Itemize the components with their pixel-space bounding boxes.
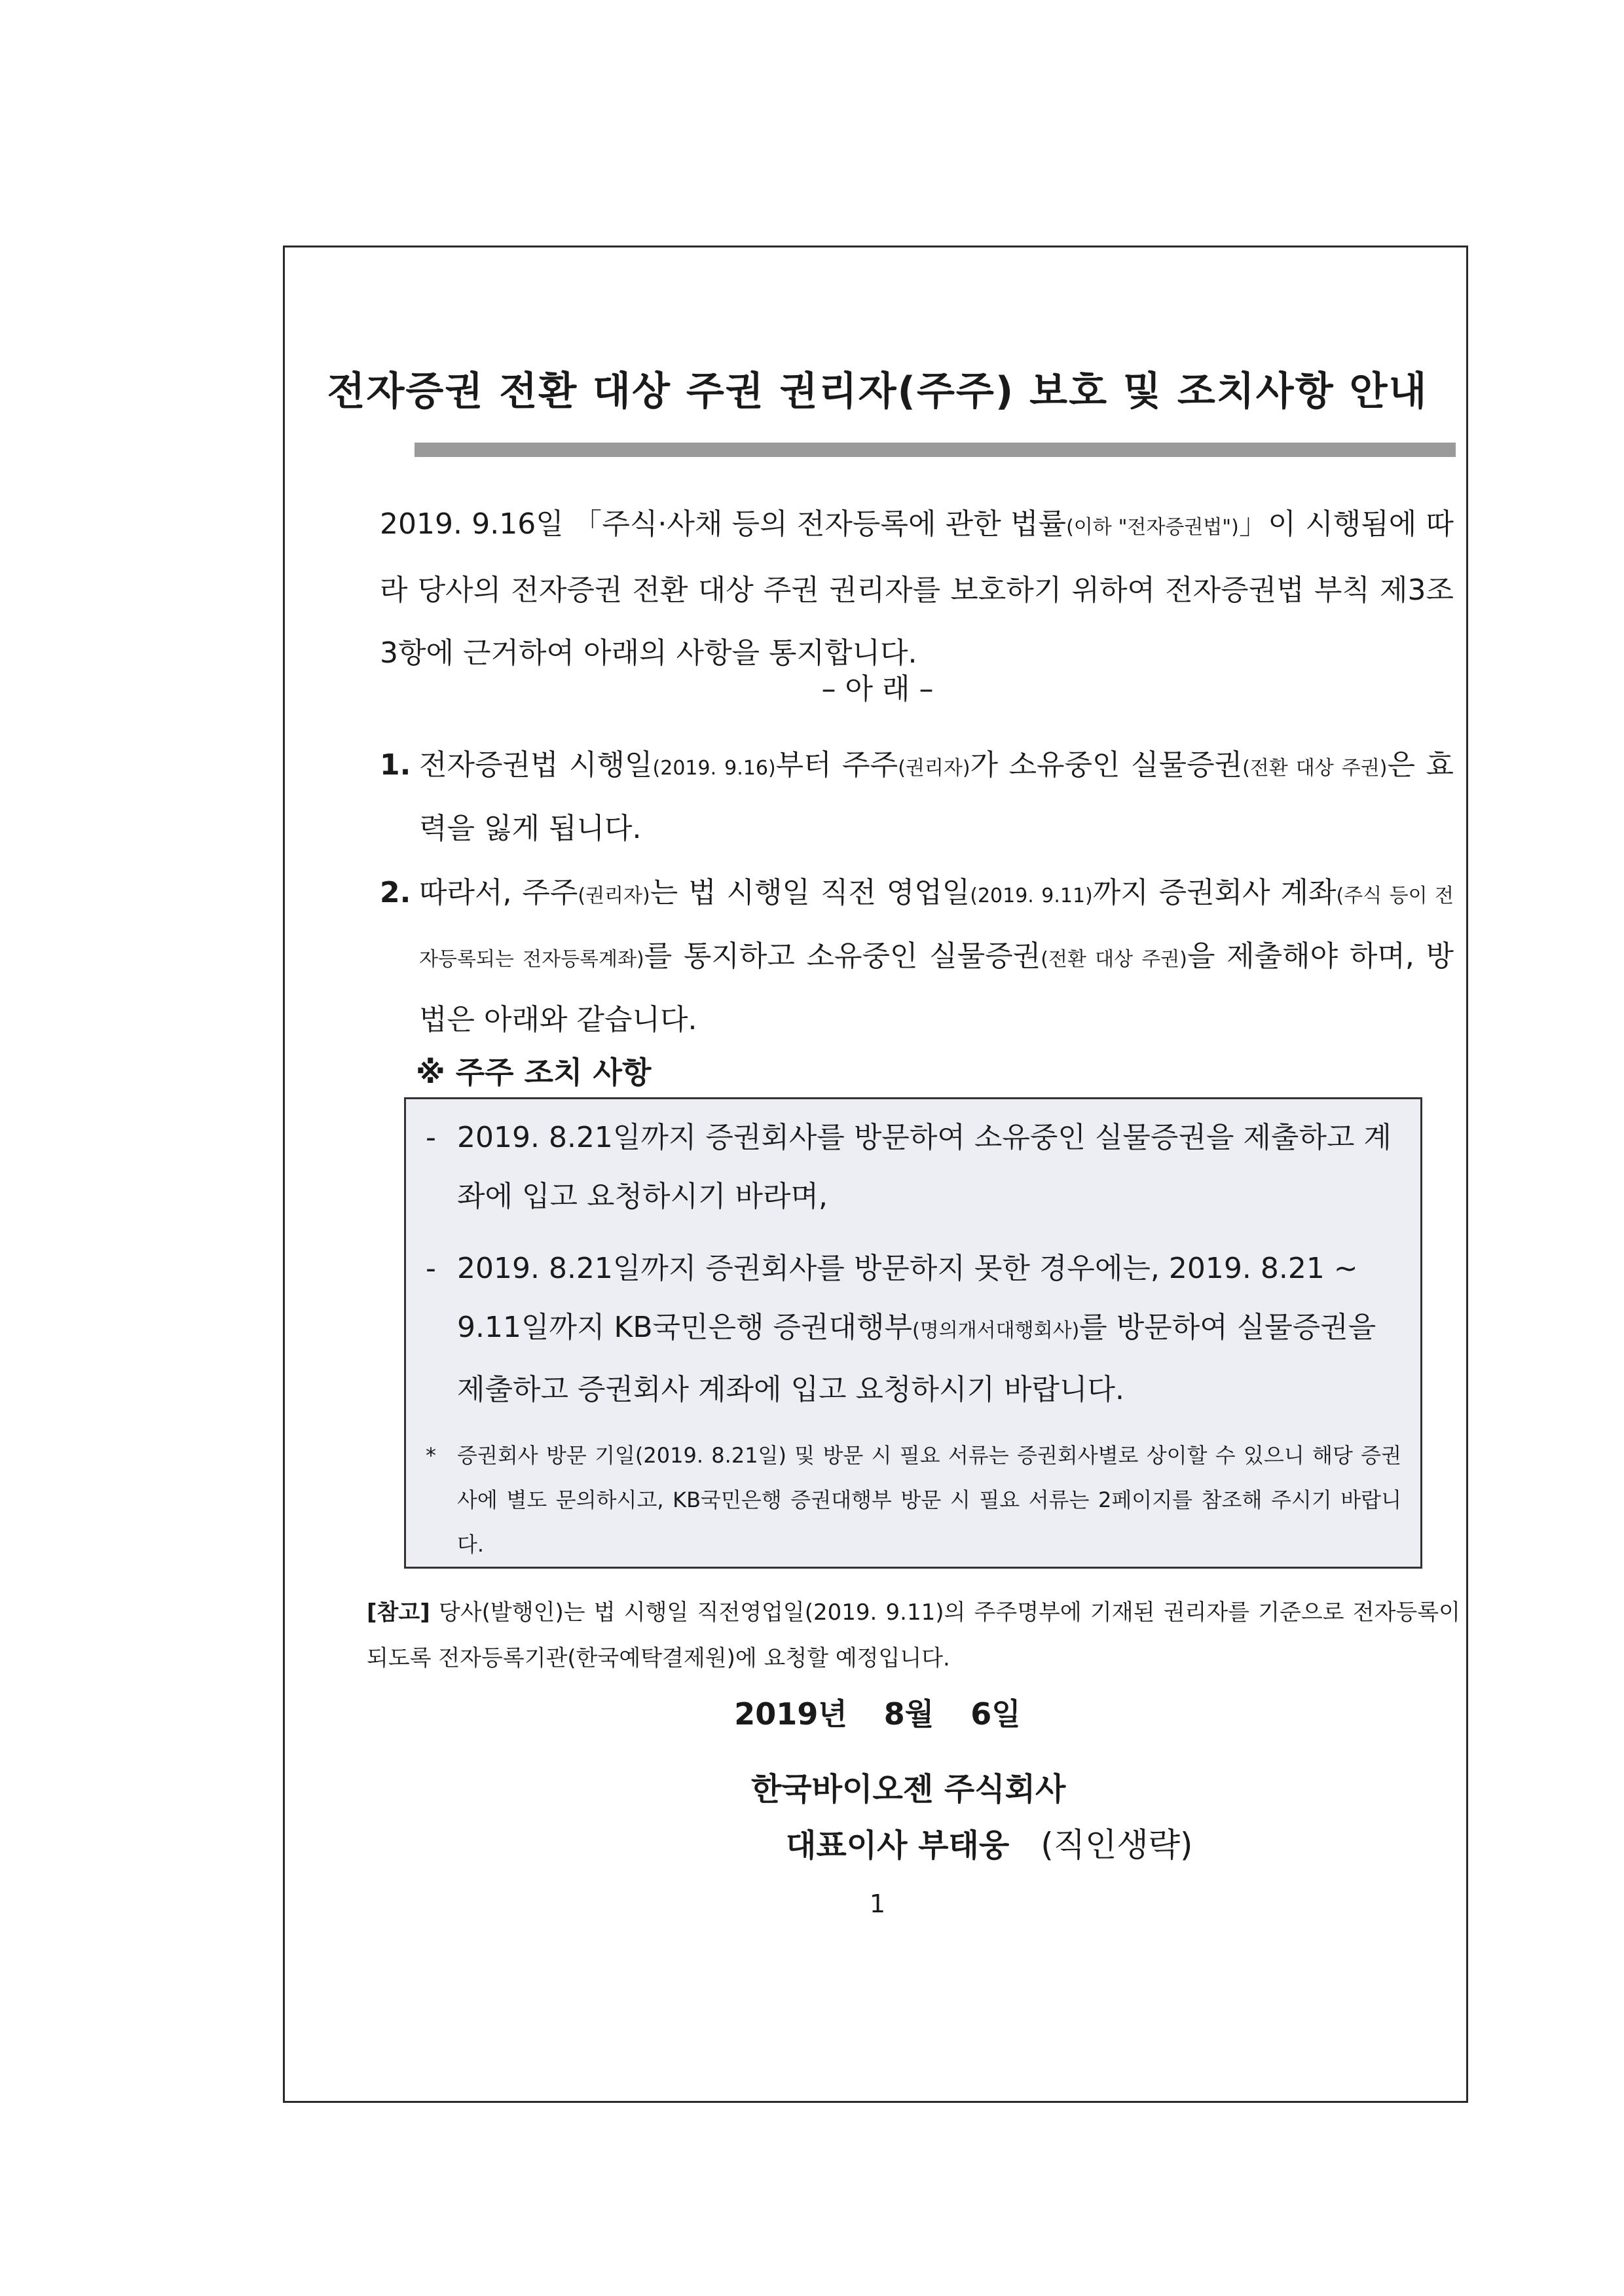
item2-text-d-small: (전환 대상 주권) — [1041, 948, 1187, 971]
item2-text-a: 따라서, 주주 — [419, 876, 578, 909]
shareholder-actions-box — [404, 1097, 1422, 1569]
list-item-body — [419, 735, 1454, 859]
seal-omitted-note: (직인생략) — [1041, 1826, 1193, 1864]
box-item2-text-b: 를 방문하여 실물증권을 제출하고 증권회사 계좌에 입고 요청하시기 바랍니다. — [457, 1311, 1376, 1406]
section-divider-label: – 아 래 – — [821, 672, 934, 706]
list-item-body — [419, 863, 1454, 1050]
reference-text: 당사(발행인)는 법 시행일 직전영업일(2019. 9.11)의 주주명부에 기재된 권리자를 기준으로 전자등록이 되도록 전자등록기관(한국예탁결제원)에 요청할 예정입니다. — [367, 1599, 1460, 1671]
document-frame — [283, 246, 1468, 2103]
item2-text-c-small: (주식 등이 전자등록되는 전자등록계좌) — [419, 884, 1454, 971]
list-item-number: 1. — [380, 748, 411, 782]
shareholder-actions-heading: ※ 주주 조치 사항 — [416, 1055, 652, 1090]
dash-bullet: - — [426, 1121, 436, 1154]
document-title: 전자증권 전환 대상 주권 권리자(주주) 보호 및 조치사항 안내 — [327, 369, 1428, 414]
item1-text-b: 부터 주주 — [775, 748, 898, 782]
item1-text-c: 가 소유중인 실물증권 — [970, 748, 1243, 782]
company-name: 한국바이오젠 주식회사 — [751, 1771, 1066, 1808]
box-list-item-2 — [426, 1239, 1395, 1419]
item2-text-a-small: (권리자) — [578, 884, 650, 907]
dash-bullet: - — [426, 1252, 436, 1285]
item1-text-c-small: (전환 대상 주권) — [1242, 757, 1388, 780]
title-underline-bar — [415, 443, 1456, 457]
box-item2-text-a: 2019. 8.21일까지 증권회사를 방문하지 못한 경우에는, 2019. 8.21 ~ 9.11일까지 KB국민은행 증권대행부 — [457, 1252, 1358, 1344]
item1-text-a: 전자증권법 시행일 — [419, 748, 653, 782]
item1-text-d: 은 효력을 잃게 됩니다. — [419, 748, 1454, 845]
box-footnote-text: 증권회사 방문 기일(2019. 8.21일) 및 방문 시 필요 서류는 증권회사별로 상이할 수 있으니 해당 증권사에 별도 문의하시고, KB국민은행 증권대행부 방문 시 필요 서류는 2페이지를 참조해 주시기 바랍니다. — [457, 1443, 1401, 1557]
intro-text-3: 」이 시행됨에 따라 당사의 전자증권 전환 대상 주권 권리자를 보호하기 위하여 전자증권법 부칙 제3조 3항에 근거하여 아래의 사항을 통지합니다. — [380, 507, 1454, 670]
issue-date: 2019년 8월 6일 — [734, 1696, 1021, 1732]
asterisk-bullet: * — [426, 1443, 436, 1468]
item2-text-b: 는 법 시행일 직전 영업일 — [650, 876, 970, 909]
ceo-name: 대표이사 부태웅 — [786, 1827, 1010, 1864]
reference-label: [참고] — [367, 1599, 430, 1626]
box-footnote — [426, 1433, 1401, 1567]
intro-text-2: (이하 "전자증권법") — [1066, 516, 1239, 539]
list-item-1 — [380, 735, 1454, 859]
intro-text-1: 2019. 9.16일 「주식·사채 등의 전자등록에 관한 법률 — [380, 507, 1067, 541]
box-item2-text-a-small: (명의개서대행회사) — [912, 1319, 1080, 1342]
reference-note — [367, 1590, 1460, 1681]
page-number: 1 — [869, 1889, 886, 1918]
item1-text-b-small: (권리자) — [898, 757, 970, 780]
intro-paragraph — [380, 493, 1454, 685]
item2-text-d: 를 통지하고 소유중인 실물증권 — [644, 939, 1041, 973]
box-item-text — [457, 1239, 1395, 1419]
item2-text-b-small: (2019. 9.11) — [970, 884, 1093, 907]
item2-text-c: 까지 증권회사 계좌 — [1092, 876, 1337, 909]
box-list-item-1 — [426, 1108, 1395, 1226]
item1-text-a-small: (2019. 9.16) — [652, 757, 776, 780]
item2-text-e: 을 제출해야 하며, 방법은 아래와 같습니다. — [419, 939, 1454, 1036]
box-item-text: 2019. 8.21일까지 증권회사를 방문하여 소유중인 실물증권을 제출하고 계좌에 입고 요청하시기 바라며, — [457, 1121, 1392, 1213]
ceo-signature-line — [786, 1822, 1193, 1868]
list-item-2 — [380, 863, 1454, 1050]
list-item-number: 2. — [380, 876, 411, 909]
